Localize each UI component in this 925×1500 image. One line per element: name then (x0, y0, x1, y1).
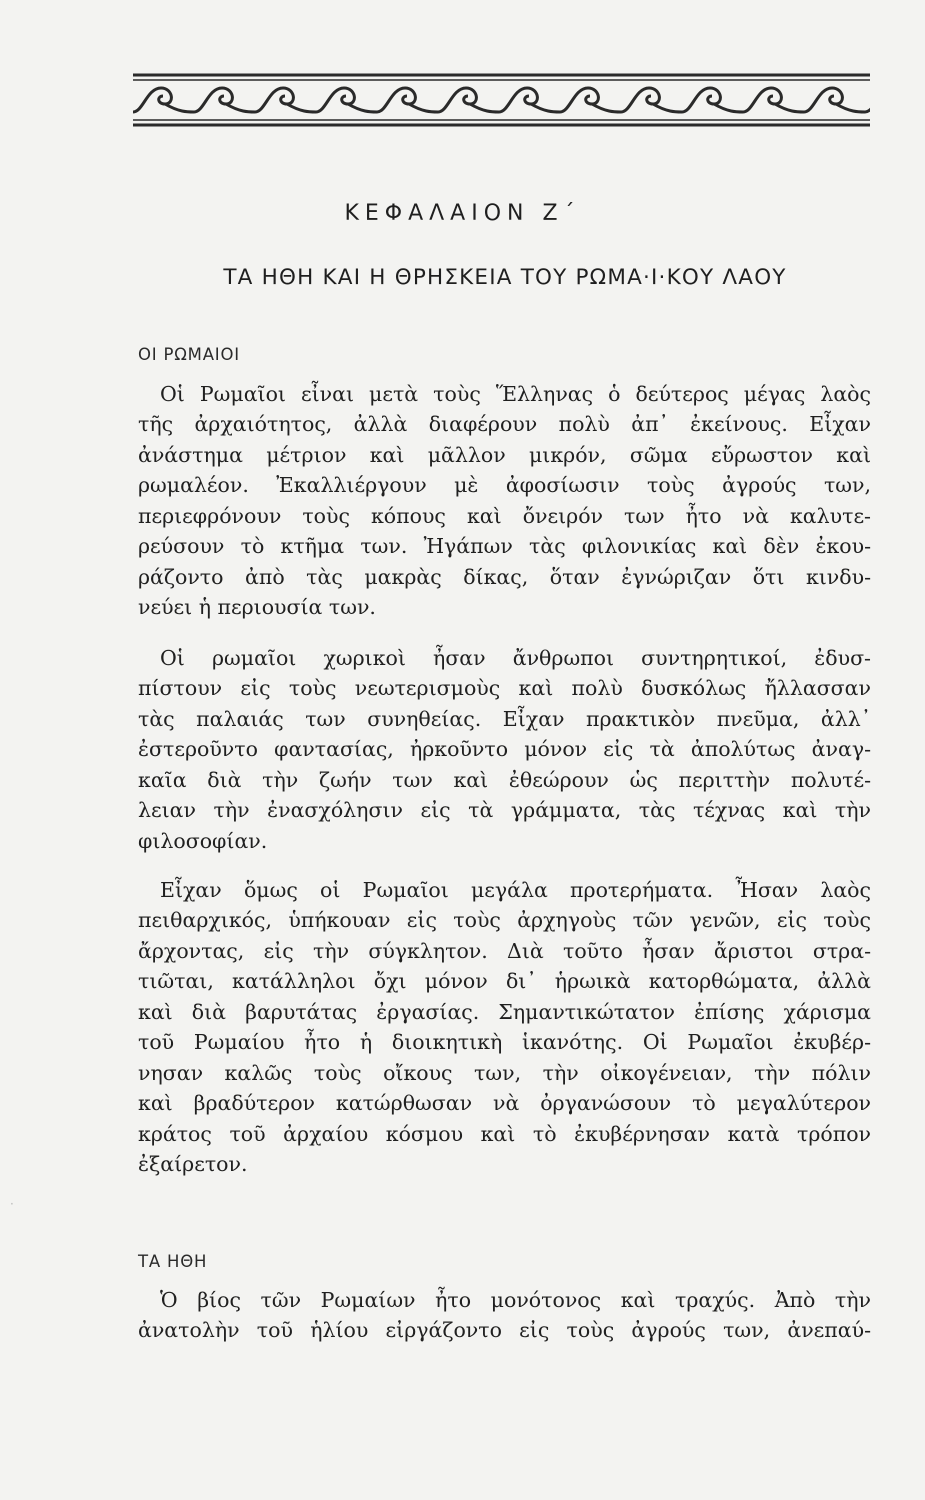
paragraph-4 (138, 1285, 871, 1346)
text-line: πειθαρχικός, ὑπήκουαν εἰς τοὺς ἀρχηγοὺς τῶν γενῶν, εἰς τοὺς (138, 908, 871, 933)
section-heading-romans: ΟΙ ΡΩΜΑΙΟΙ (138, 345, 240, 364)
text-line: Ὁ βίος τῶν Ρωμαίων ἦτο μονότονος καὶ τραχύς. Ἀπὸ τὴν (160, 1288, 871, 1312)
text-line: ράζοντο ἀπὸ τὰς μακρὰς δίκας, ὅταν ἐγνώριζαν ὅτι κινδυ- (138, 564, 871, 589)
paragraph-1 (138, 379, 871, 623)
text-line: καὶ βραδύτερον κατώρθωσαν νὰ ὀργανώσουν τὸ μεγαλύτερον (138, 1091, 871, 1116)
text-line: ἐστεροῦντο φαντασίας, ἠρκοῦντο μόνον εἰς τὰ ἀπολύτως ἀναγ- (138, 737, 871, 762)
text-line: Εἶχαν ὅμως οἱ Ρωμαῖοι μεγάλα προτερήματα. Ἦσαν λαὸς (160, 878, 871, 902)
text-line: καῖα διὰ τὴν ζωήν των καὶ ἐθεώρουν ὡς περιττὴν πολυτέ- (138, 767, 871, 792)
text-line: Οἱ Ρωμαῖοι εἶναι μετὰ τοὺς Ἕλληνας ὁ δεύτερος μέγας λαὸς (160, 382, 871, 406)
text-line: ἄρχοντας, εἰς τὴν σύγκλητον. Διὰ τοῦτο ἦσαν ἄριστοι στρα- (138, 938, 871, 963)
paragraph-2 (138, 643, 871, 856)
text-line: κράτος τοῦ ἀρχαίου κόσμου καὶ τὸ ἐκυβέρνησαν κατὰ τρόπον (138, 1121, 871, 1146)
greek-wave-border-icon (133, 72, 870, 134)
text-line: Οἱ ρωμαῖοι χωρικοὶ ἦσαν ἄνθρωποι συντηρητικοί, ἐδυσ- (160, 646, 871, 670)
text-line: τῆς ἀρχαιότητος, ἀλλὰ διαφέρουν πολὺ ἀπ᾽ ἐκείνους. Εἶχαν (138, 412, 871, 437)
text-line: λειαν τὴν ἐνασχόλησιν εἰς τὰ γράμματα, τὰς τέχνας καὶ τὴν (138, 798, 871, 823)
paragraph-3 (138, 875, 871, 1179)
chapter-title: ΤΑ ΗΘΗ ΚΑΙ Η ΘΡΗΣΚΕΙΑ ΤΟΥ ΡΩΜΑ·Ι·ΚΟΥ ΛΑΟΥ (223, 265, 787, 290)
text-line: καὶ διὰ βαρυτάτας ἐργασίας. Σημαντικώτατον ἐπίσης χάρισμα (138, 999, 871, 1024)
text-line: τιῶται, κατάλληλοι ὄχι μόνον δι᾽ ἡρωικὰ κατορθώματα, ἀλλὰ (138, 969, 871, 994)
chapter-label: ΚΕΦΑΛΑΙΟΝ Ζ΄ (344, 201, 581, 226)
text-line: νησαν καλῶς τοὺς οἴκους των, τὴν οἰκογένειαν, τὴν πόλιν (138, 1060, 871, 1085)
text-line: φιλοσοφίαν. (138, 828, 268, 853)
text-line: τὰς παλαιάς των συνηθείας. Εἶχαν πρακτικὸν πνεῦμα, ἀλλ᾽ (138, 706, 871, 731)
text-line: ρεύσουν τὸ κτῆμα των. Ἠγάπων τὰς φιλονικίας καὶ δὲν ἐκου- (138, 534, 871, 559)
text-line: περιεφρόνουν τοὺς κόπους καὶ ὄνειρόν των ἦτο νὰ καλυτε- (138, 503, 871, 528)
text-line: τοῦ Ρωμαίου ἦτο ἡ διοικητικὴ ἱκανότης. Οἱ Ρωμαῖοι ἐκυβέρ- (138, 1030, 871, 1055)
text-line: νεύει ἡ περιουσία των. (138, 595, 376, 620)
text-line: ἀνατολὴν τοῦ ἡλίου εἰργάζοντο εἰς τοὺς ἀγρούς των, ἀνεπαύ- (138, 1318, 871, 1343)
text-line: πίστουν εἰς τοὺς νεωτερισμοὺς καὶ πολὺ δυσκόλως ἤλλασσαν (138, 676, 871, 701)
text-line: ρωμαλέον. Ἐκαλλιέργουν μὲ ἀφοσίωσιν τοὺς ἀγρούς των, (138, 473, 871, 498)
scan-speck: · (10, 1197, 14, 1211)
text-line: ἀνάστημα μέτριον καὶ μᾶλλον μικρόν, σῶμα εὔρωστον καὶ (138, 442, 871, 467)
section-heading-customs: ΤΑ ΗΘΗ (138, 1252, 208, 1271)
text-line: ἐξαίρετον. (138, 1151, 248, 1176)
